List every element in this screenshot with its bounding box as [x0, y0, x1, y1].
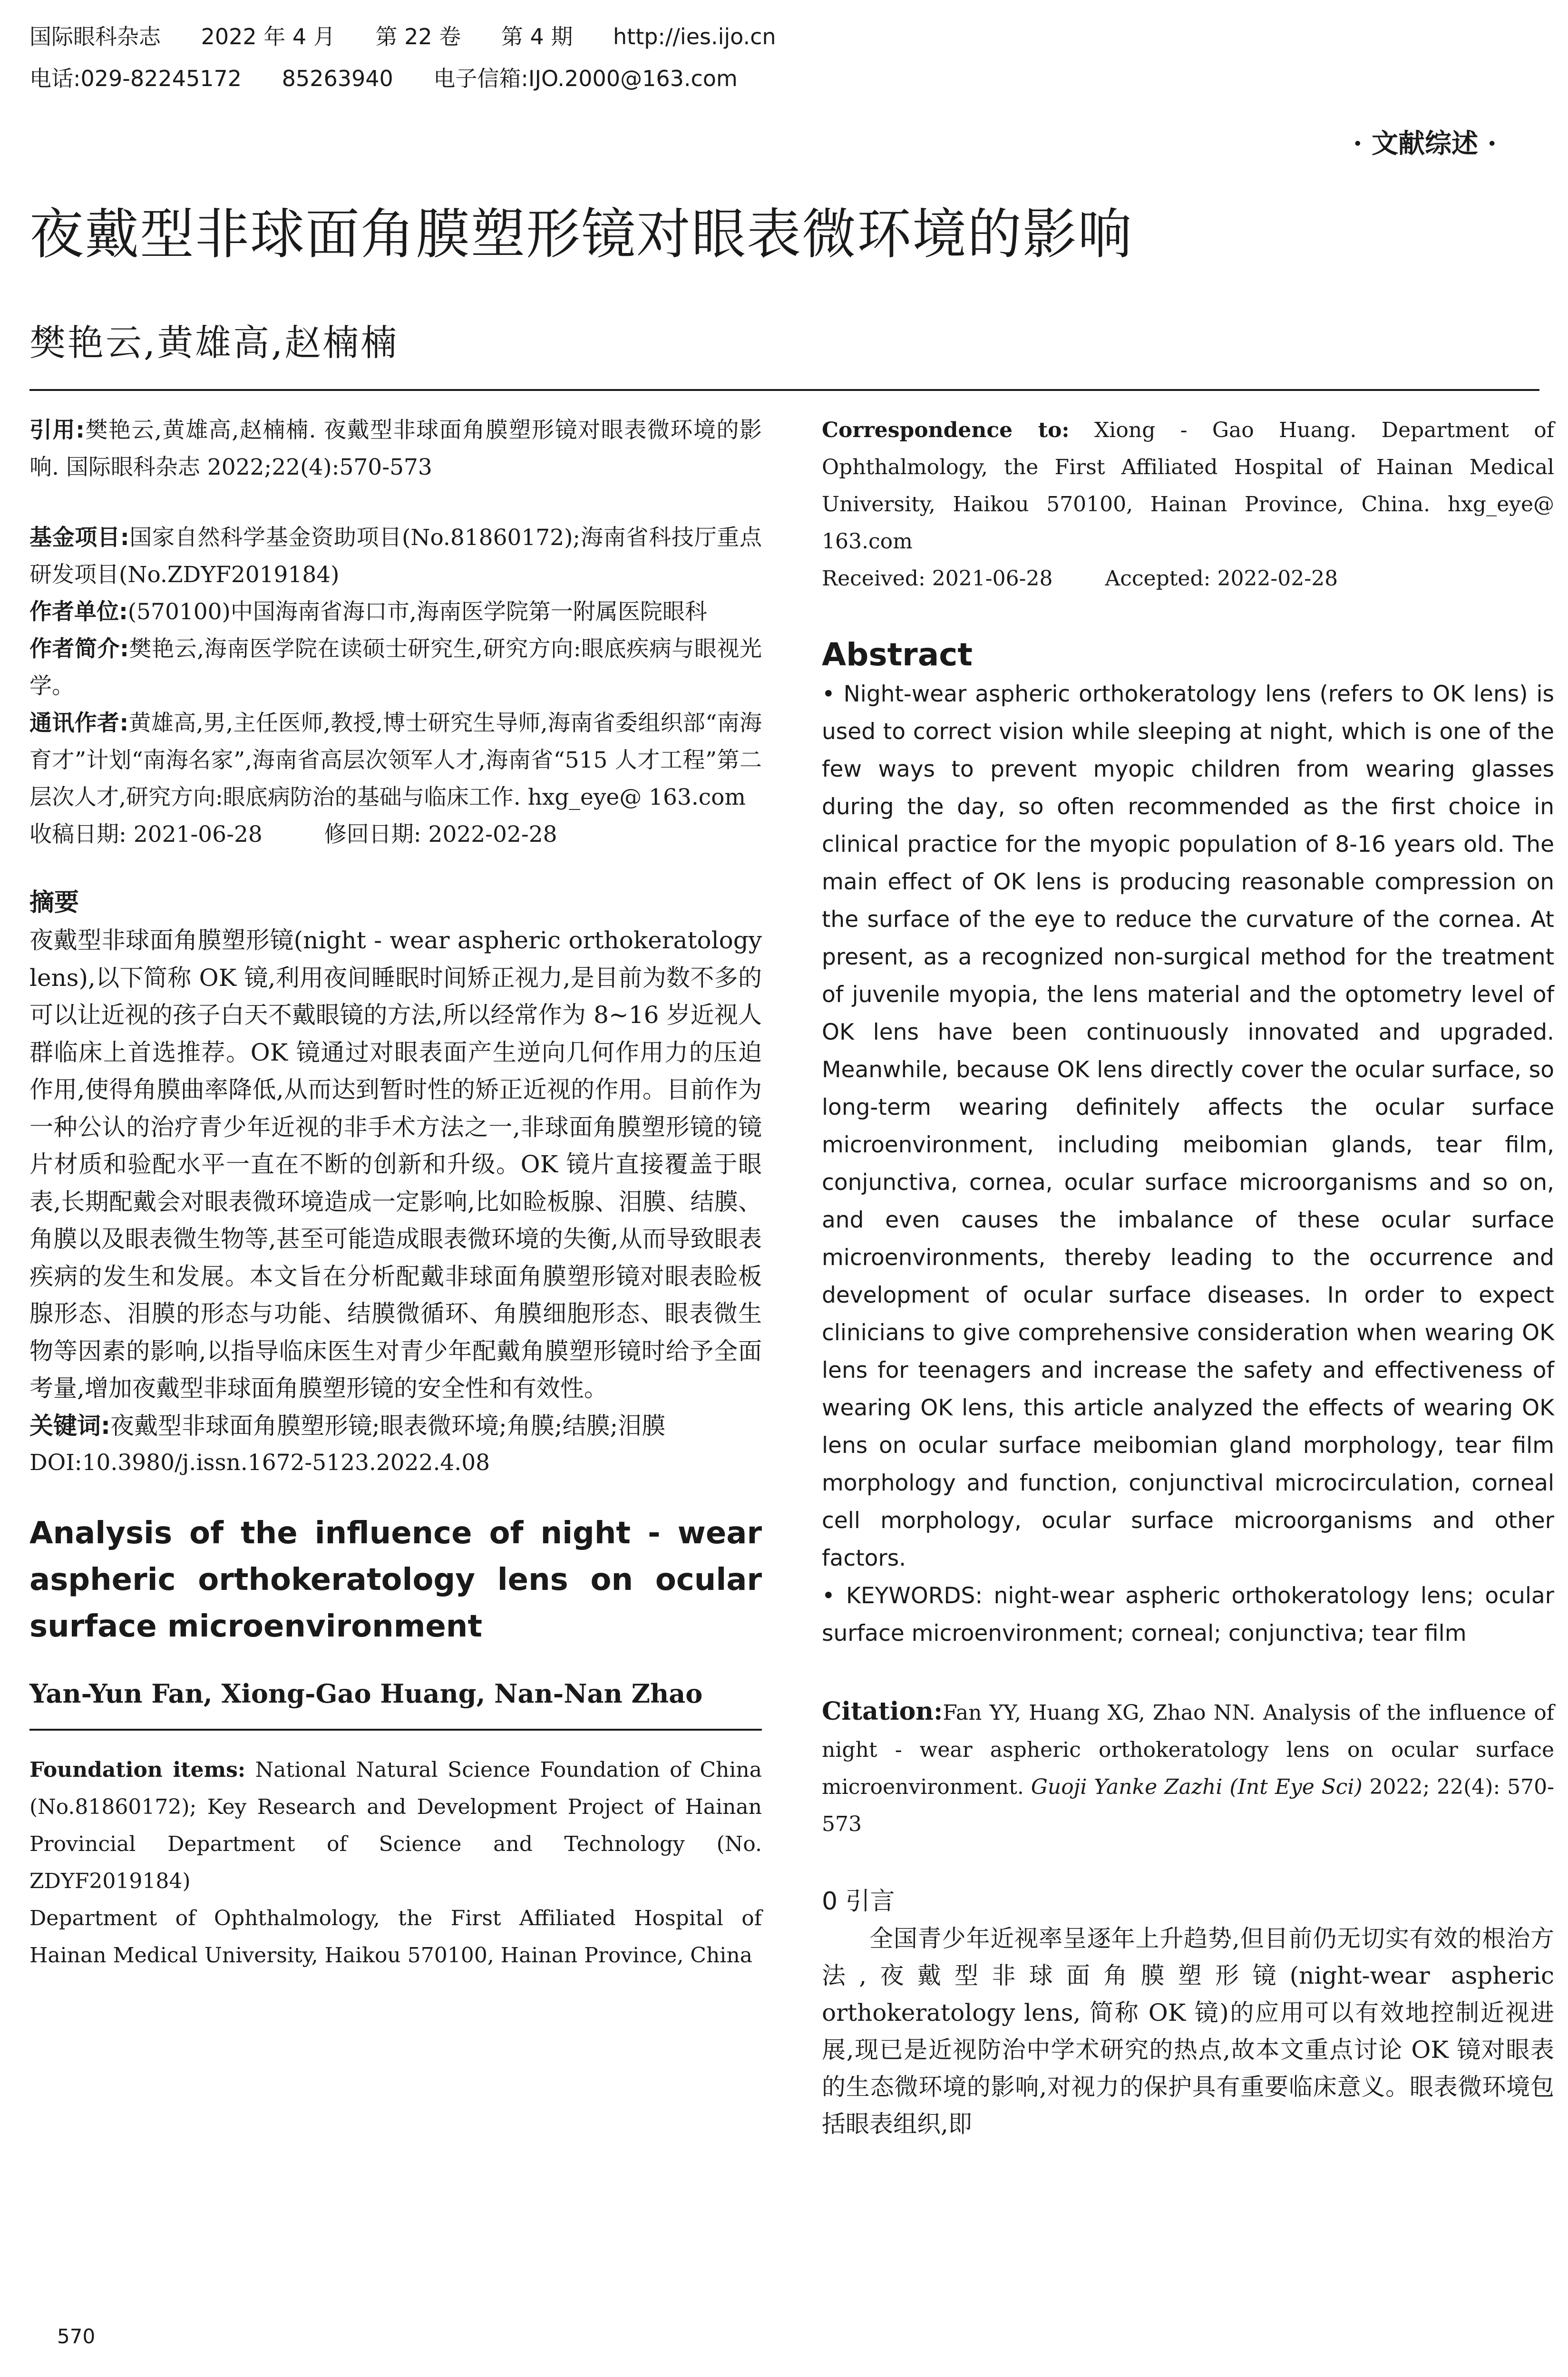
- citation-en-label: Citation:: [822, 1697, 943, 1726]
- received-date-en: Received: 2021-06-28: [822, 566, 1053, 591]
- funding-cn: [29, 519, 762, 594]
- keywords-cn-label: 关键词:: [29, 1412, 110, 1440]
- citation-en: [822, 1693, 1554, 1843]
- citation-en-text: Fan YY, Huang XG, Zhao NN. Analysis of the influence of night - wear aspheric orthokeratology lens on ocular surface microenvironment.: [822, 1701, 1554, 1799]
- correspondence-en: [822, 412, 1554, 560]
- foundation-en-text: National Natural Science Foundation of China (No.81860172); Key Research and Development Project of Hainan Provincial Department of Science and Technology (No. ZDYF2019184): [29, 1758, 762, 1893]
- journal-header-line-2: [29, 63, 771, 94]
- volume: 第 22 卷: [375, 24, 461, 49]
- corresponding-author-cn-label: 通讯作者:: [29, 710, 129, 736]
- phone-2: 85263940: [282, 66, 393, 91]
- section-label: · 文献综述 ·: [1353, 128, 1497, 159]
- abstract-cn-heading: 摘要: [29, 888, 79, 917]
- funding-cn-text: 国家自然科学基金资助项目(No.81860172);海南省科技厅重点研发项目(No.ZDYF2019184): [29, 525, 762, 588]
- department-en: Department of Ophthalmology, the First Affiliated Hospital of Hainan Medical University, Haikou 570100, Hainan Province, China: [29, 1906, 762, 1968]
- received-date-cn: 收稿日期: 2021-06-28: [29, 821, 263, 848]
- keywords-en: • KEYWORDS: night-wear aspheric orthokeratology lens; ocular surface microenvironment; corneal; conjunctiva; tear film: [822, 1583, 1554, 1646]
- author-unit-label: 作者单位:: [29, 599, 128, 625]
- citation-en-tail: 2022; 22(4): 570-573: [822, 1775, 1554, 1836]
- revised-date-cn: 修回日期: 2022-02-28: [324, 821, 557, 848]
- authors-cn: 樊艳云,黄雄高,赵楠楠: [29, 321, 399, 364]
- dates-en: [822, 560, 1554, 597]
- accepted-date-en: Accepted: 2022-02-28: [1105, 566, 1338, 591]
- author-unit-text: (570100)中国海南省海口市,海南医学院第一附属医院眼科: [127, 599, 707, 625]
- abstract-en-text: • Night-wear aspheric orthokeratology lens (refers to OK lens) is used to correct vision while sleeping at night, which is one of the few ways to prevent myopic children from wearing glasses during the day, so often recommended as the first choice in clinical practice for the myopic population of 8-16 years old. The main effect of OK lens is producing reasonable compression on the surface of the eye to reduce the curvature of the cornea. At present, as a recognized non-surgical method for the treatment of juvenile myopia, the lens material and the optometry level of OK lens have been continuously innovated and upgraded. Meanwhile, because OK lens directly cover the ocular surface, so long-term wearing definitely affects the ocular surface microenvironment, including meibomian glands, tear film, conjunctiva, cornea, ocular surface microorganisms and so on, and even causes the imbalance of these ocular surface microenvironments, thereby leading to the occurrence and development of ocular surface diseases. In order to expect clinicians to give comprehensive consideration when wearing OK lens for teenagers and increase the safety and effectiveness of wearing OK lens, this article analyzed the effects of wearing OK lens on ocular surface meibomian gland morphology, tear film morphology and function, conjunctival microcirculation, corneal cell morphology, ocular surface microorganisms and other factors.: [822, 681, 1554, 1571]
- keywords-cn: [29, 1407, 762, 1445]
- citation-cn: [29, 412, 762, 486]
- author-unit: [29, 594, 762, 631]
- corresponding-author-cn-text: 黄雄高,男,主任医师,教授,博士研究生导师,海南省委组织部“南海育才”计划“南海名家”,海南省高层次领军人才,海南省“515 人才工程”第二层次人才,研究方向:眼底病防治的基础与临床工作. hxg_eye@ 163.com: [29, 710, 762, 810]
- authors-en-divider: [29, 1729, 762, 1731]
- left-column: [29, 412, 762, 1974]
- page-number: 570: [57, 2325, 96, 2348]
- issue-date: 2022 年 4 月: [201, 24, 335, 49]
- author-bio-text: 樊艳云,海南医学院在读硕士研究生,研究方向:眼底疾病与眼视光学。: [29, 636, 762, 699]
- intro-text: 全国青少年近视率呈逐年上升趋势,但目前仍无切实有效的根治方法,夜戴型非球面角膜塑形镜(night-wear aspheric orthokeratology lens, 简称 OK 镜)的应用可以有效地控制近视进展,现已是近视防治中学术研究的热点,故本文重点讨论 OK 镜对眼表的生态微环境的影响,对视力的保护具有重要临床意义。眼表微环境包括眼表组织,即: [822, 1925, 1554, 2138]
- journal-header-line-1: [29, 21, 809, 52]
- phone: 电话:029-82245172: [29, 66, 242, 91]
- doi[interactable]: DOI:10.3980/j.issn.1672-5123.2022.4.08: [29, 1450, 490, 1476]
- correspondence-en-label: Correspondence to:: [822, 418, 1070, 442]
- title-cn: 夜戴型非球面角膜塑形镜对眼表微环境的影响: [29, 203, 1133, 266]
- email[interactable]: 电子信箱:IJO.2000@163.com: [433, 66, 738, 91]
- citation-en-journal: Guoji Yanke Zazhi (Int Eye Sci): [1031, 1775, 1363, 1799]
- author-bio-label: 作者简介:: [29, 636, 129, 662]
- foundation-en-label: Foundation items:: [29, 1758, 246, 1782]
- abstract-cn-text: 夜戴型非球面角膜塑形镜(night - wear aspheric orthokeratology lens),以下简称 OK 镜,利用夜间睡眠时间矫正视力,是目前为数不多的可以让近视的孩子白天不戴眼镜的方法,所以经常作为 8~16 岁近视人群临床上首选推荐。OK 镜通过对眼表面产生逆向几何作用力的压迫作用,使得角膜曲率降低,从而达到暂时性的矫正近视的作用。目前作为一种公认的治疗青少年近视的非手术方法之一,非球面角膜塑形镜的镜片材质和验配水平一直在不断的创新和升级。OK 镜片直接覆盖于眼表,长期配戴会对眼表微环境造成一定影响,比如睑板腺、泪膜、结膜、角膜以及眼表微生物等,甚至可能造成眼表微环境的失衡,从而导致眼表疾病的发生和发展。本文旨在分析配戴非球面角膜塑形镜对眼表睑板腺形态、泪膜的形态与功能、结膜微循环、角膜细胞形态、眼表微生物等因素的影响,以指导临床医生对青少年配戴角膜塑形镜时给予全面考量,增加夜戴型非球面角膜塑形镜的安全性和有效性。: [29, 926, 762, 1402]
- citation-cn-label: 引用:: [29, 417, 85, 443]
- header-divider: [29, 389, 1539, 391]
- authors-en: Yan-Yun Fan, Xiong-Gao Huang, Nan-Nan Zhao: [29, 1678, 703, 1709]
- correspondence-en-text: Xiong - Gao Huang. Department of Ophthalmology, the First Affiliated Hospital of Hainan Medical University, Haikou 570100, Hainan Province, China. hxg_eye@ 163.com: [822, 418, 1554, 554]
- corresponding-author-cn: [29, 705, 762, 816]
- citation-cn-text: 樊艳云,黄雄高,赵楠楠. 夜戴型非球面角膜塑形镜对眼表微环境的影响. 国际眼科杂志 2022;22(4):570-573: [29, 417, 762, 480]
- foundation-en: [29, 1752, 762, 1900]
- issue-number: 第 4 期: [501, 24, 573, 49]
- journal-url[interactable]: http://ies.ijo.cn: [613, 24, 776, 49]
- keywords-cn-text: 夜戴型非球面角膜塑形镜;眼表微环境;角膜;结膜;泪膜: [110, 1412, 666, 1440]
- funding-cn-label: 基金项目:: [29, 525, 129, 551]
- title-en: Analysis of the influence of night - wear aspheric orthokeratology lens on ocular surface microenvironment: [29, 1516, 762, 1644]
- journal-name: 国际眼科杂志: [29, 24, 161, 49]
- right-column: [822, 412, 1554, 2143]
- author-bio: [29, 631, 762, 705]
- intro-heading: 0 引言: [822, 1887, 895, 1916]
- dates-cn: [29, 816, 762, 853]
- abstract-en-heading: Abstract: [822, 636, 973, 673]
